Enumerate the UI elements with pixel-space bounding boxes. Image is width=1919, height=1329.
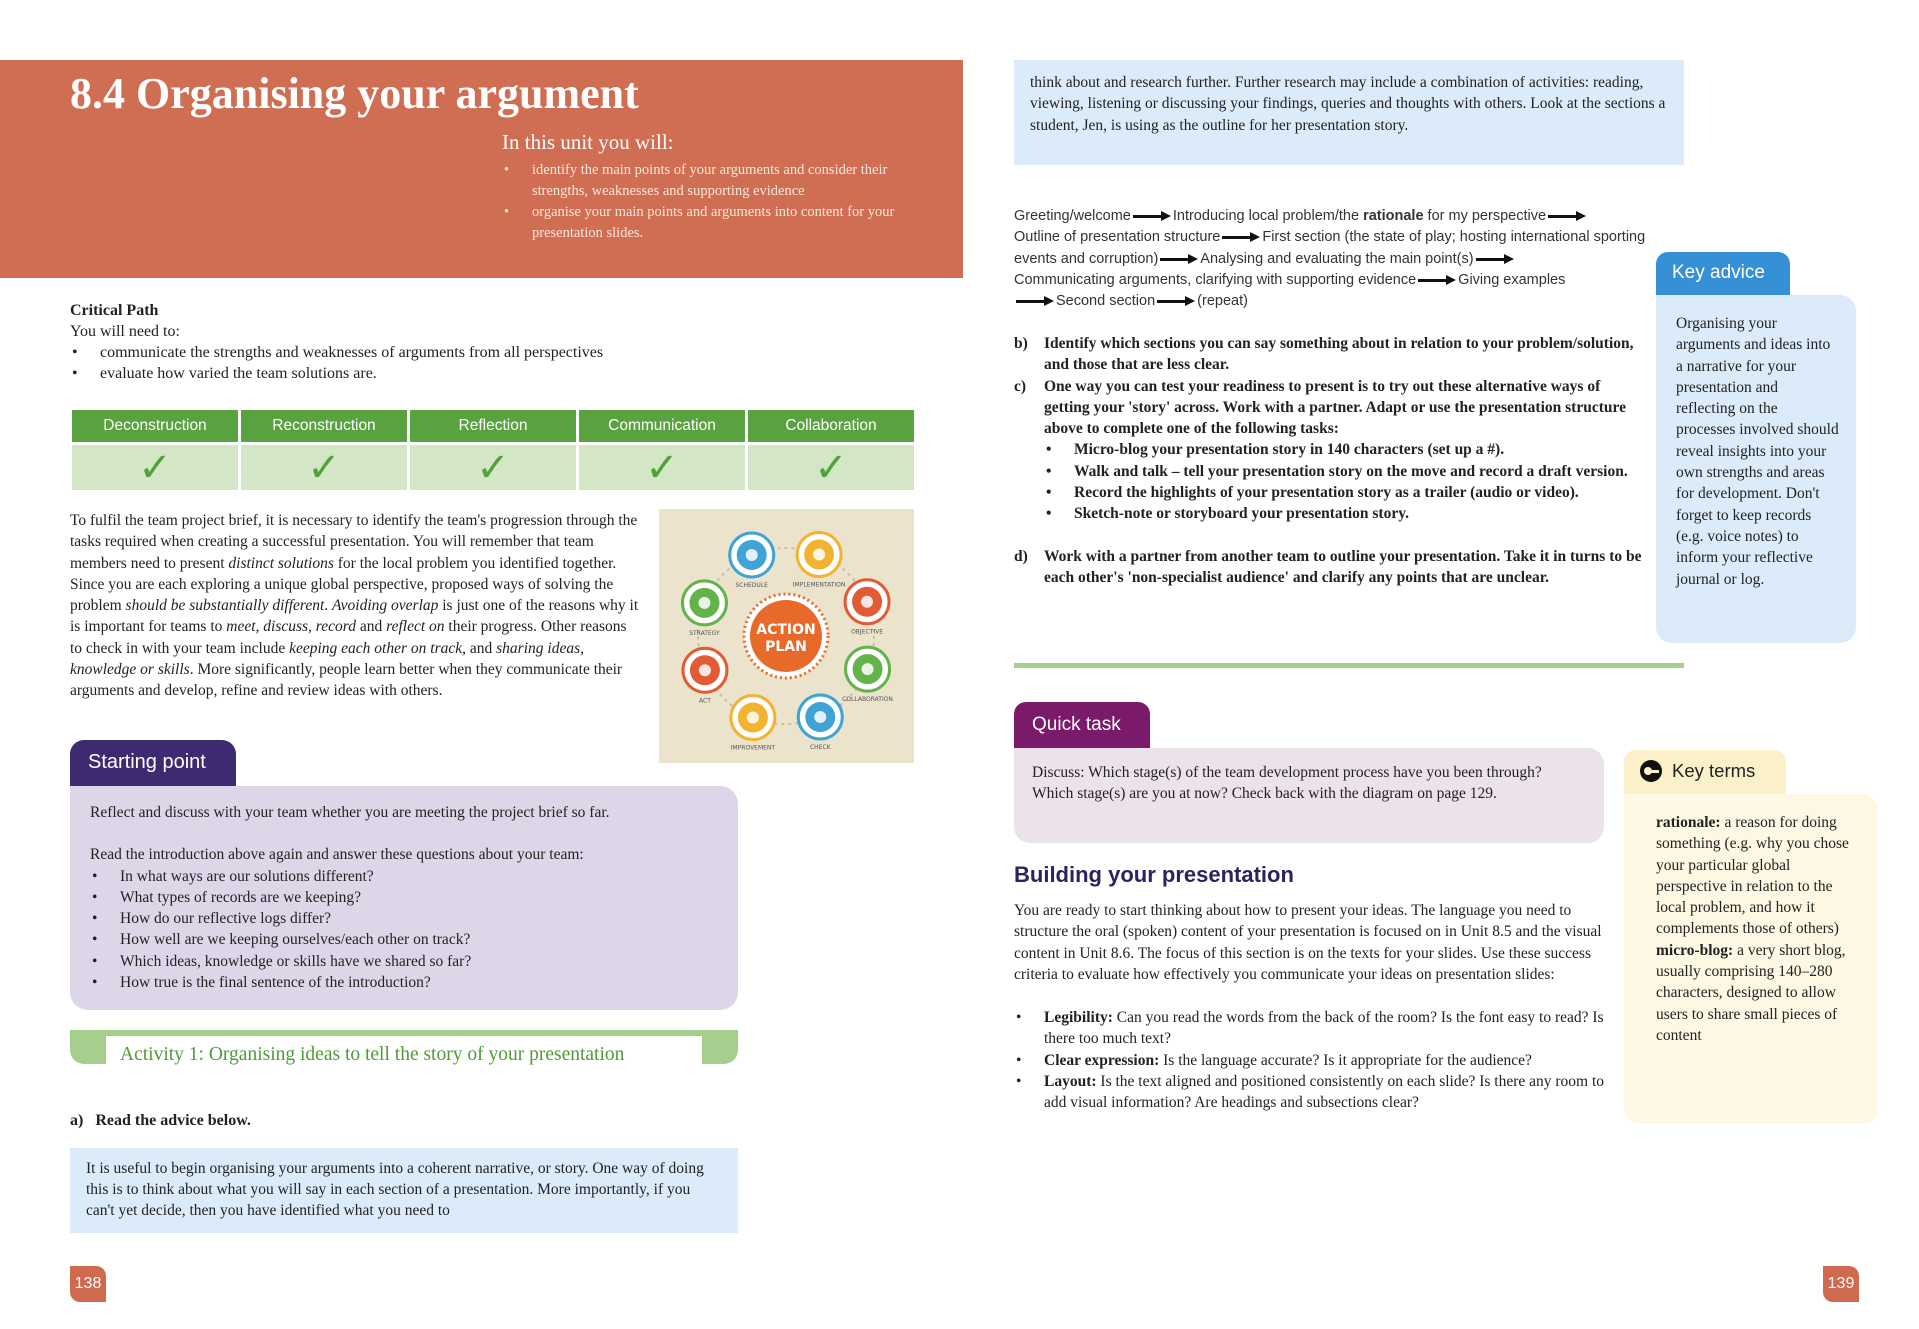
flow-step: Analysing and evaluating the main point(s) bbox=[1200, 250, 1474, 267]
criterion-item: • Layout: Is the text aligned and positioned consistently on each slide? Is there any room to add visual information? Are headings and subsections clear? bbox=[1014, 1071, 1614, 1114]
check-icon: ✓ bbox=[410, 445, 576, 490]
term-entry: rationale: a reason for doing something (e.g. why you chose your particular global perspective in relation to the local problem, and how it complements those of others) bbox=[1656, 814, 1849, 938]
critical-path bbox=[70, 300, 720, 384]
plan-node bbox=[798, 695, 842, 751]
plan-node-label: IMPROVEMENT bbox=[730, 744, 776, 752]
check-icon: ✓ bbox=[72, 445, 238, 490]
criterion-item: • Legibility: Can you read the words from the back of the room? Is the font easy to read? Is there too much text? bbox=[1014, 1007, 1614, 1050]
flow-step: (repeat) bbox=[1197, 293, 1248, 310]
plan-node-label: COLLABORATION bbox=[842, 696, 893, 704]
activity-tasks bbox=[1014, 333, 1642, 588]
plan-node bbox=[845, 580, 889, 636]
task-option: • Micro-blog your presentation story in 140 characters (set up a #). bbox=[1044, 439, 1642, 460]
section-title: Building your presentation bbox=[1014, 862, 1294, 887]
activity-step-d: d) Work with a partner from another team to outline your presentation. Take it in turns to be each other's 'non-specialist audience' and clarify any points that are unclear. bbox=[1014, 547, 1642, 586]
arrow-right-icon bbox=[1016, 296, 1054, 306]
activity-step-a: a) Read the advice below. bbox=[70, 1112, 251, 1129]
unit-title: 8.4 Organising your argument bbox=[70, 69, 639, 118]
plan-node-label: CHECK bbox=[809, 744, 831, 752]
skills-header-collaboration: Collaboration bbox=[748, 410, 914, 442]
success-criteria-list bbox=[1014, 1007, 1614, 1113]
arrow-right-icon bbox=[1160, 254, 1198, 264]
plan-node bbox=[731, 696, 776, 752]
plan-node bbox=[730, 533, 774, 589]
question-item: • In what ways are our solutions different? bbox=[90, 866, 718, 887]
starting-point-questions bbox=[90, 866, 718, 994]
question-item: • What types of records are we keeping? bbox=[90, 887, 718, 908]
starting-point-tab: Starting point bbox=[70, 740, 236, 786]
arrow-right-icon bbox=[1133, 211, 1171, 221]
task-option: • Sketch-note or storyboard your presentation story. bbox=[1044, 503, 1642, 524]
plan-node bbox=[682, 581, 726, 637]
flow-step: Introducing local problem/the rationale for my perspective bbox=[1172, 208, 1547, 224]
unit-intro: In this unit you will: bbox=[502, 130, 674, 154]
arrow-right-icon bbox=[1157, 296, 1195, 306]
criterion-item: • Clear expression: Is the language accurate? Is it appropriate for the audience? bbox=[1014, 1050, 1614, 1071]
key-advice-box: Organising your arguments and ideas into a narrative for your presentation and reflecting on the processes involved should reveal insights into your own strengths and areas for development. Don't forget to keep records (e.g. voice notes) to inform your reflective journal or log. bbox=[1656, 295, 1856, 643]
advice-box-part1: It is useful to begin organising your arguments into a coherent narrative, or story. One way of doing this is to think about what you will say in each section of a presentation. More importantly, if you can't yet decide, then you have identified what you need to bbox=[70, 1148, 738, 1233]
plan-node-label: SCHEDULE bbox=[735, 581, 768, 589]
key-advice-tab: Key advice bbox=[1656, 252, 1790, 295]
plan-node-label: IMPLEMENTATION bbox=[792, 581, 846, 589]
center-label: ACTION bbox=[756, 622, 816, 638]
plan-node-label: ACT bbox=[699, 697, 711, 705]
key-terms-box bbox=[1624, 794, 1878, 1124]
task-option: • Record the highlights of your presentation story as a trailer (audio or video). bbox=[1044, 482, 1642, 503]
check-icon: ✓ bbox=[241, 445, 407, 490]
section-divider bbox=[1014, 663, 1684, 668]
unit-goals-list bbox=[502, 160, 902, 244]
activity-step-c: c) One way you can test your readiness to present is to try out these alternative ways of getting your 'story' across. Work with a partner. Adapt or use the presentation structure above to complete one of the following tasks: • Micro-blog your presentation story in 140 characters (set up a #). • Walk and talk – tell your presentation story on the move and record a draft version. • Record the highlights of your presentation story as a trailer (audio or video). • Sketch-note or storyboard your presentation story. bbox=[1014, 376, 1642, 525]
critical-path-heading: Critical Path bbox=[70, 302, 159, 319]
skills-header-deconstruction: Deconstruction bbox=[72, 410, 238, 442]
building-paragraph: You are ready to start thinking about how to present your ideas. The language you need to structure the oral (spoken) content of your presentation is focused on in Unit 8.5 and the visual content in Unit 8.6. The focus of this section is on the texts for your slides. Use these success criteria to evaluate how effectively you communicate your ideas on presentation slides: bbox=[1014, 902, 1602, 983]
arrow-right-icon bbox=[1476, 254, 1514, 264]
advice-box-part2: think about and research further. Further research may include a combination of activities: reading, viewing, listening or discussing your findings, queries and thoughts with others. Look at the sections a student, Jen, is using as the outline for her presentation story. bbox=[1014, 60, 1684, 165]
skills-header-reconstruction: Reconstruction bbox=[241, 410, 407, 442]
arrow-right-icon bbox=[1548, 211, 1586, 221]
flow-step: Greeting/welcome bbox=[1014, 208, 1131, 224]
plan-node bbox=[842, 647, 893, 703]
term-entry: micro-blog: a very short blog, usually comprising 140–280 characters, designed to allow users to share small pieces of content bbox=[1656, 941, 1846, 1044]
check-icon: ✓ bbox=[579, 445, 745, 490]
question-item: • How well are we keeping ourselves/each other on track? bbox=[90, 929, 718, 950]
check-icon: ✓ bbox=[748, 445, 914, 490]
activity-c-options bbox=[1044, 439, 1642, 524]
question-item: • How true is the final sentence of the introduction? bbox=[90, 972, 718, 993]
key-terms-tab bbox=[1624, 750, 1786, 794]
quick-task-tab: Quick task bbox=[1014, 702, 1150, 748]
unit-goal: • identify the main points of your arguments and consider their strengths, weaknesses and supporting evidence bbox=[502, 160, 902, 202]
flow-step: Outline of presentation structure bbox=[1014, 229, 1221, 246]
flow-step: Communicating arguments, clarifying with supporting evidence bbox=[1014, 271, 1417, 288]
flow-step: First section (the state of play; hosting international sporting events and corruption) bbox=[1014, 229, 1646, 267]
key-terms-label: Key terms bbox=[1672, 760, 1756, 781]
skills-header-communication: Communication bbox=[579, 410, 745, 442]
critical-path-item: • communicate the strengths and weaknesses of arguments from all perspectives bbox=[70, 342, 720, 363]
presentation-story-flow bbox=[1014, 206, 1674, 312]
page-number-right: 139 bbox=[1823, 1266, 1859, 1302]
question-item: • How do our reflective logs differ? bbox=[90, 908, 718, 929]
page-number-left: 138 bbox=[70, 1266, 106, 1302]
plan-node bbox=[793, 532, 846, 588]
activity-title: Activity 1: Organising ideas to tell the story of your presentation bbox=[120, 1044, 625, 1065]
quick-task-box: Discuss: Which stage(s) of the team development process have you been through? Which stage(s) are you at now? Check back with the diagram on page 129. bbox=[1014, 748, 1604, 843]
starting-point-lead: Read the introduction above again and answer these questions about your team: bbox=[90, 846, 584, 864]
arrow-right-icon bbox=[1418, 275, 1456, 285]
plan-node-label: STRATEGY bbox=[689, 629, 720, 637]
intro-paragraph: To fulfil the team project brief, it is necessary to identify the team's progression through the tasks required when creating a successful presentation. You will remember that team members need to present distinct solutions for the local problem you identified together. Since you are each exploring a unique global perspective, proposed ways of solving the problem should be substantially different. Avoiding overlap is just one of the reasons why it is important for teams to meet, discuss, record and reflect on their progress. Other reasons to check in with your team include keeping each other on track, and sharing ideas, knowledge or skills. More significantly, people learn better when they communicate their arguments and develop, refine and review ideas with others. bbox=[70, 512, 639, 700]
critical-path-item: • evaluate how varied the team solutions are. bbox=[70, 363, 720, 384]
activity-step-b: b) Identify which sections you can say something about in relation to your problem/solution, and those that are less clear. bbox=[1014, 335, 1634, 374]
critical-path-lead: You will need to: bbox=[70, 323, 180, 340]
starting-point-intro: Reflect and discuss with your team whether you are meeting the project brief so far. bbox=[90, 804, 610, 821]
skills-header-reflection: Reflection bbox=[410, 410, 576, 442]
flow-step: Giving examples bbox=[1458, 271, 1566, 288]
question-item: • Which ideas, knowledge or skills have we shared so far? bbox=[90, 951, 718, 972]
action-plan-illustration bbox=[659, 509, 914, 763]
unit-goal: • organise your main points and arguments into content for your presentation slides. bbox=[502, 202, 902, 244]
action-plan-diagram bbox=[659, 509, 914, 763]
arrow-right-icon bbox=[1222, 232, 1260, 242]
flow-step: Second section bbox=[1056, 293, 1156, 310]
task-option: • Walk and talk – tell your presentation story on the move and record a draft version. bbox=[1044, 461, 1642, 482]
key-icon bbox=[1640, 760, 1662, 782]
skills-table bbox=[72, 410, 914, 490]
starting-point-box bbox=[70, 786, 738, 1010]
center-label: PLAN bbox=[765, 639, 807, 655]
plan-node-label: OBJECTIVE bbox=[851, 628, 884, 636]
